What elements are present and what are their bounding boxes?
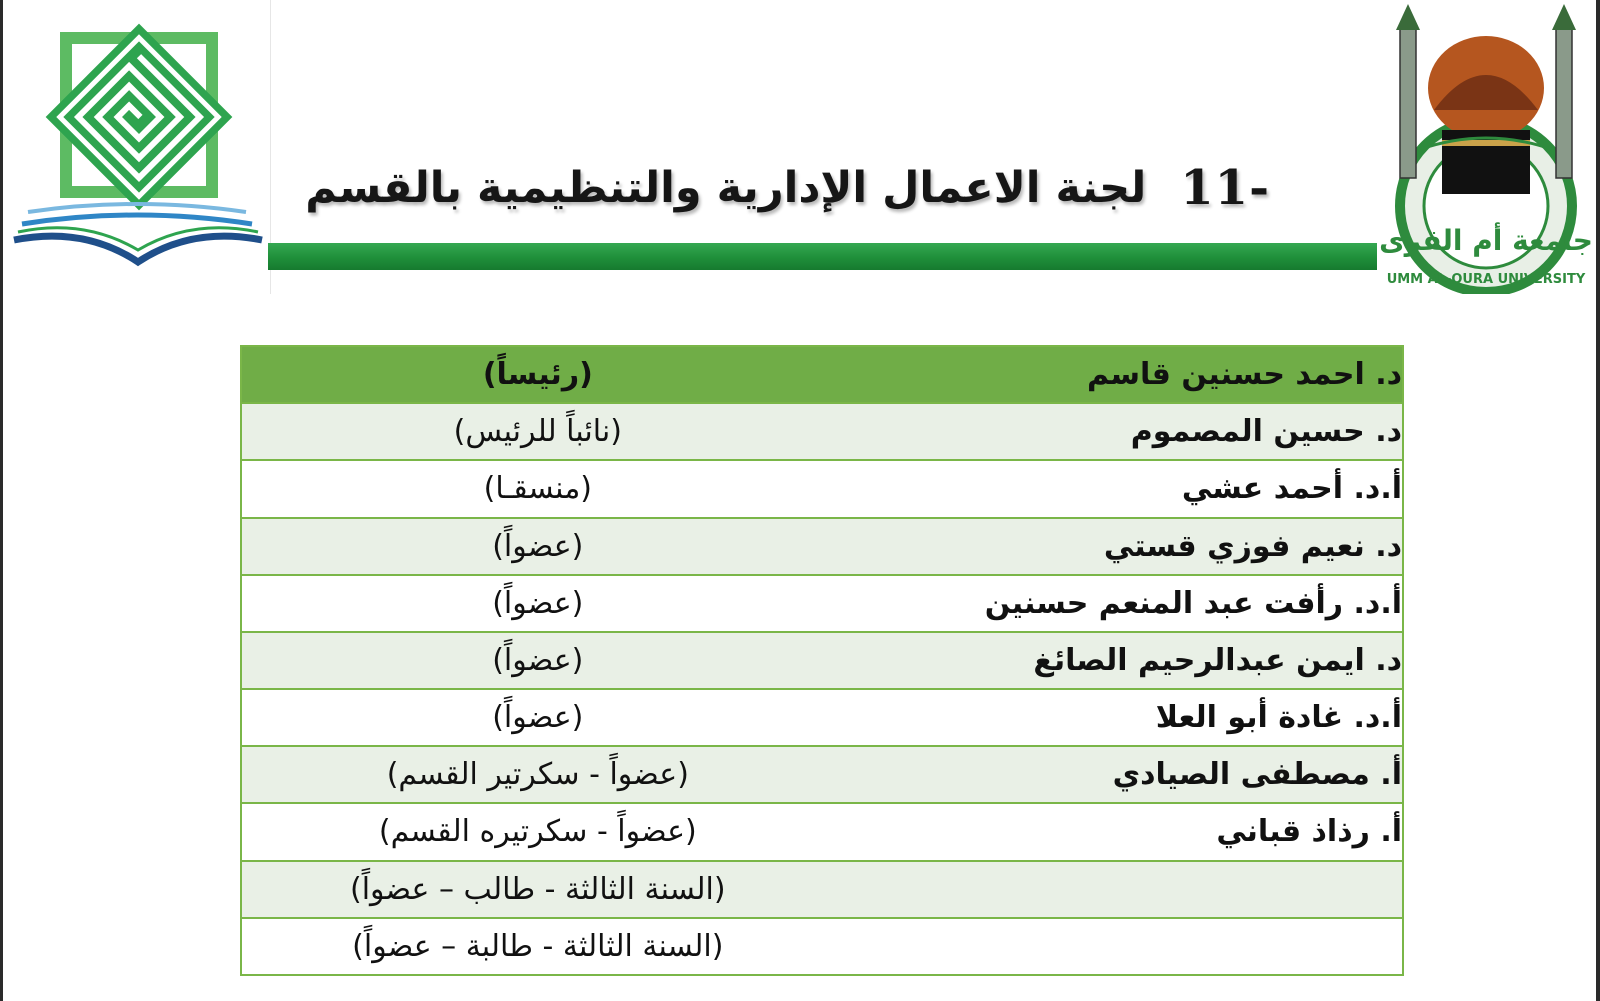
umm-al-qura-university-seal-icon — [1378, 0, 1594, 294]
table-row — [241, 632, 1403, 689]
left-logo — [4, 0, 271, 294]
table-row — [241, 746, 1403, 803]
kufic-calligraphy-book-logo-icon — [4, 0, 270, 294]
committee-members-table — [240, 345, 1404, 976]
member-name: د. حسين المصموم — [834, 403, 1403, 460]
member-name: أ.د. رأفت عبد المنعم حسنين — [834, 575, 1403, 632]
slide-frame-left — [0, 0, 3, 1001]
member-role: (منسقـا) — [241, 460, 834, 517]
title-underline-bar — [268, 243, 1377, 270]
title-number: 11- — [1180, 160, 1270, 216]
member-role: (عضواً - سكرتير القسم) — [241, 746, 834, 803]
slide-frame-right — [1596, 0, 1600, 1001]
table-row — [241, 460, 1403, 517]
table-row — [241, 346, 1403, 403]
table-row — [241, 861, 1403, 918]
member-name — [834, 918, 1403, 975]
member-name: أ.د. أحمد عشي — [834, 460, 1403, 517]
seal-english-text: UMM AL-QURA UNIVERSITY — [1386, 272, 1586, 287]
member-role: (عضواً) — [241, 689, 834, 746]
member-name: د. ايمن عبدالرحيم الصائغ — [834, 632, 1403, 689]
member-role: (عضواً) — [241, 575, 834, 632]
member-name: أ.د. غادة أبو العلا — [834, 689, 1403, 746]
page-title — [270, 148, 1270, 228]
member-name: أ. مصطفى الصيادي — [834, 746, 1403, 803]
right-logo — [1378, 0, 1594, 294]
member-role: (السنة الثالثة - طالبة – عضواً) — [241, 918, 834, 975]
member-role: (نائباً للرئيس) — [241, 403, 834, 460]
member-name: د. احمد حسنين قاسم — [834, 346, 1403, 403]
member-name — [834, 861, 1403, 918]
member-role: (السنة الثالثة - طالب – عضواً) — [241, 861, 834, 918]
table-row — [241, 403, 1403, 460]
title-text: لجنة الاعمال الإدارية والتنظيمية بالقسم — [305, 163, 1147, 213]
member-role: (عضواً - سكرتيره القسم) — [241, 803, 834, 860]
member-name: أ. رذاذ قباني — [834, 803, 1403, 860]
table-row — [241, 918, 1403, 975]
table-row — [241, 518, 1403, 575]
member-role: (رئيساً) — [241, 346, 834, 403]
seal-arabic-text: جامعة أم القرى — [1379, 224, 1593, 257]
table-row — [241, 803, 1403, 860]
table-row — [241, 689, 1403, 746]
member-role: (عضواً) — [241, 518, 834, 575]
table-row — [241, 575, 1403, 632]
member-name: د. نعيم فوزي قستي — [834, 518, 1403, 575]
member-role: (عضواً) — [241, 632, 834, 689]
